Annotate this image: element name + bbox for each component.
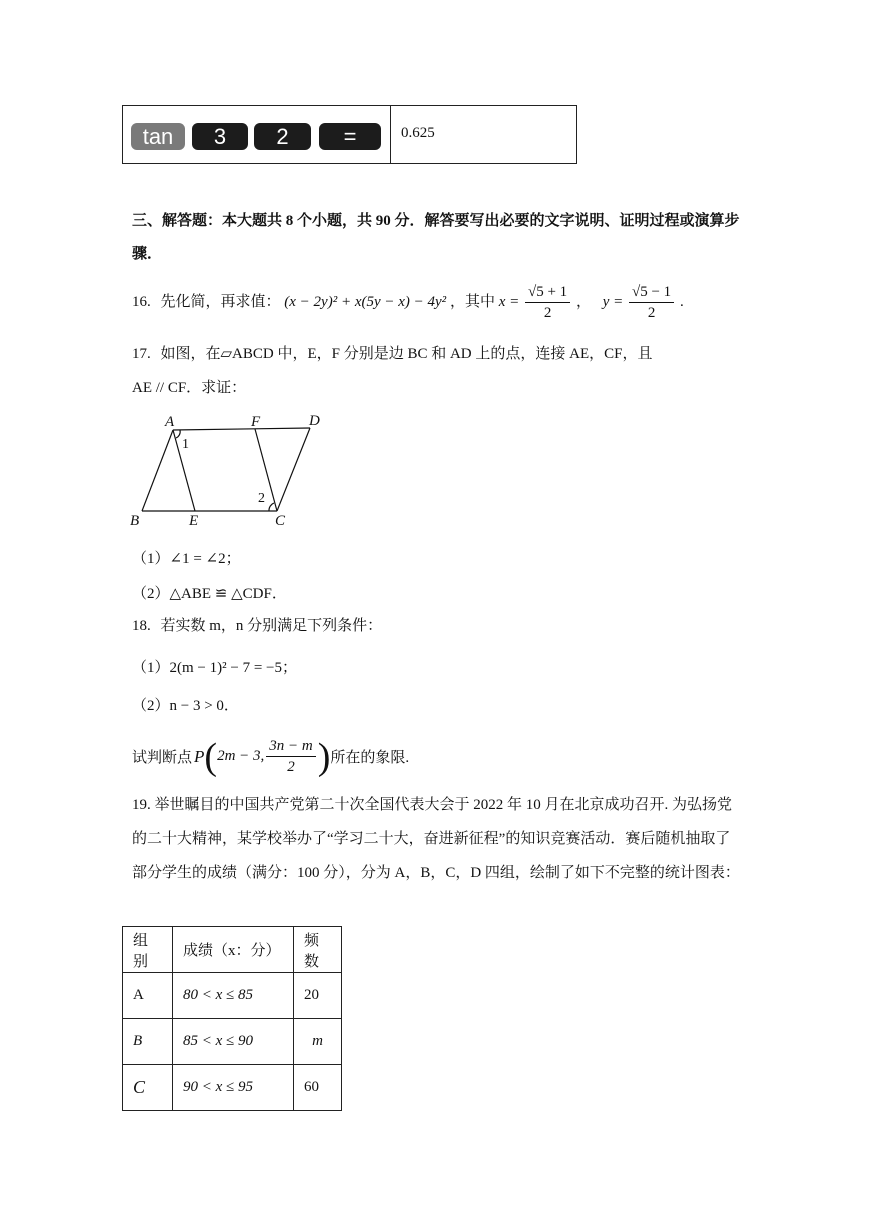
q16-where: ，其中 <box>449 293 495 310</box>
q18-coord-denominator: 2 <box>287 759 295 775</box>
q16-x-numerator: √5 + 1 <box>525 282 570 303</box>
label-C: C <box>275 513 286 529</box>
q18-coord-numerator: 3n − m <box>266 736 315 757</box>
question-19: 19. 举世瞩目的中国共产党第二十次全国代表大会于 2022 年 10 月在北京成功召开. 为弘扬党的二十大精神，某学校举办了“学习二十大，奋进新征程”的知识竞赛活动．赛后随机抽取了部分学生的成绩（满分：100 分），分为 A，B，C，D 四组，绘制了如下不完整的统计图表： <box>132 797 740 881</box>
q16-y-numerator: √5 − 1 <box>629 282 674 303</box>
q17-line2: AE // CF．求证： <box>132 380 247 396</box>
calc-result: 0.625 <box>401 125 435 141</box>
table-cell: 60 <box>294 1065 342 1111</box>
label-E: E <box>189 513 199 529</box>
q18-coord-a: 2m − 3, <box>217 748 265 764</box>
table-cell: m <box>294 1019 342 1065</box>
table-cell: 20 <box>294 973 342 1019</box>
table-row <box>123 973 342 1019</box>
q17-line1: 如图，在▱ABCD 中，E，F 分别是边 BC 和 AD 上的点，连接 AE，CF，且 <box>160 346 653 362</box>
q18-cond1: （1）2(m − 1)² − 7 = −5； <box>132 660 297 676</box>
q16-x-fraction <box>525 282 570 323</box>
question-16 <box>132 282 684 323</box>
q16-y-fraction <box>629 282 674 323</box>
q16-number: 16. <box>132 293 151 310</box>
score-table <box>122 926 342 1111</box>
parallelogram-figure <box>125 410 335 535</box>
calc-key-tan: tan <box>131 123 185 150</box>
label-B: B <box>130 513 140 529</box>
q16-y-denominator: 2 <box>647 305 656 321</box>
q17-part2: （2）△ABE ≌ △CDF． <box>132 586 287 602</box>
table-divider <box>390 106 391 163</box>
table-cell: 80 < x ≤ 85 <box>173 973 294 1019</box>
q17-part1: （1）∠1 = ∠2； <box>132 551 241 567</box>
q18-cond2: （2）n − 3 > 0． <box>132 698 239 714</box>
label-D: D <box>309 413 320 429</box>
angle-1-arc <box>176 430 180 438</box>
angle-2-arc <box>269 503 274 511</box>
q17-number: 17. <box>132 346 151 362</box>
q18-ask-pre: 试判断点 <box>132 750 193 766</box>
q16-end: . <box>679 293 684 310</box>
label-angle-2: 2 <box>258 491 265 506</box>
table-cell: B <box>123 1019 173 1065</box>
q18-point-p: P <box>194 746 205 766</box>
edge-DC <box>277 428 310 511</box>
q16-x-denominator: 2 <box>543 305 552 321</box>
table-cell: 85 < x ≤ 90 <box>173 1019 294 1065</box>
q18-ask-post: 所在的象限. <box>330 750 410 766</box>
q16-text: 先化简，再求值： <box>160 293 281 310</box>
q16-sep: ， <box>575 293 591 310</box>
table-header-score: 成绩（x：分） <box>173 927 294 973</box>
question-18 <box>132 614 382 635</box>
table-header-frequency: 频数 <box>294 927 342 973</box>
label-A: A <box>165 414 175 430</box>
q16-x-label: x = <box>498 293 520 310</box>
q18-text: 若实数 m，n 分别满足下列条件： <box>160 618 383 634</box>
label-F: F <box>251 414 261 430</box>
table-row <box>123 1065 342 1111</box>
calculator-sequence-table <box>122 105 577 164</box>
edge-AB <box>142 430 173 511</box>
table-cell: C <box>123 1065 173 1111</box>
q16-y-label: y = <box>602 293 624 310</box>
calc-key-2: 2 <box>254 123 311 150</box>
table-row <box>123 1019 342 1065</box>
edge-AD <box>173 428 310 430</box>
table-header-row <box>123 927 342 973</box>
q18-number: 18. <box>132 618 151 634</box>
table-cell: A <box>123 973 173 1019</box>
label-angle-1: 1 <box>182 437 189 452</box>
question-17-line1 <box>132 342 653 363</box>
section-heading: 三、解答题：本大题共 8 个小题，共 90 分．解答要写出必要的文字说明、证明过程或演算步骤． <box>132 213 740 262</box>
q16-expression: (x − 2y)² + x(5y − x) − 4y² <box>284 293 447 310</box>
table-cell: 90 < x ≤ 95 <box>173 1065 294 1111</box>
table-header-group: 组别 <box>123 927 173 973</box>
calc-key-equals: = <box>319 123 381 150</box>
left-paren: ( <box>204 735 218 778</box>
right-paren: ) <box>317 735 331 778</box>
q18-coord-fraction <box>266 736 315 777</box>
calc-key-3: 3 <box>192 123 248 150</box>
q18-ask <box>132 736 409 777</box>
